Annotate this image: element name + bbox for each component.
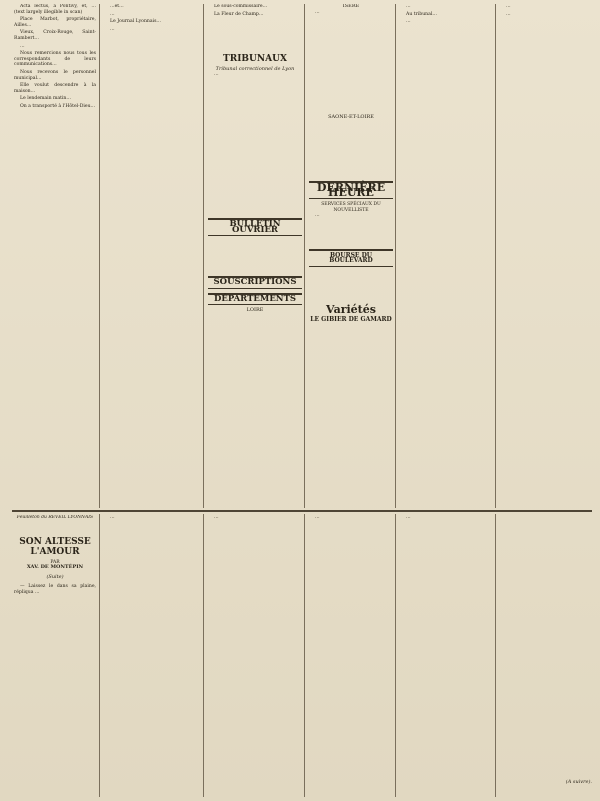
feuilleton-column (309, 515, 393, 795)
feuilleton-column (14, 515, 96, 795)
column-rule (395, 4, 396, 508)
text-block: … (315, 9, 320, 15)
section-heading: DÉPARTEMENTS (208, 293, 302, 306)
text-block: Acta lectus, à Pontivy, et, … (text largely illegible in scan) (14, 4, 96, 15)
text-block: … (20, 43, 25, 49)
text-block: … (110, 11, 115, 17)
section-subheading: Tribunal correctionnel de Lyon (215, 65, 295, 72)
feuilleton-par: PAR (50, 559, 60, 565)
text-block: Le lendemain matin… (20, 96, 71, 102)
column-4 (309, 4, 393, 504)
text-block: … (506, 4, 511, 9)
section-heading: SAONE-ET-LOIRE (328, 114, 374, 121)
text-block: Nous remercions nous tous les correspondants de leurs communications… (14, 51, 96, 68)
text-block: … (315, 515, 320, 520)
text-block: … (110, 26, 115, 32)
section-subheading: LOIRE (246, 307, 264, 314)
column-rule (99, 514, 100, 797)
text-block: Nous recevons le personnel municipal… (14, 69, 96, 81)
text-block: …et… (110, 4, 124, 9)
feuilleton-column (500, 515, 592, 795)
text-block: … (506, 11, 511, 17)
section-subheading: LE GIBIER DE GAMARD (310, 315, 392, 323)
column-rule (203, 4, 204, 508)
column-rule (99, 4, 100, 508)
section-heading: BULLETIN OUVRIER (208, 218, 302, 236)
text-block: Le sous-commissaire… (214, 4, 268, 9)
column-rule (304, 514, 305, 797)
feuilleton-column (208, 515, 302, 795)
feuilleton-column (400, 515, 492, 795)
text-block: … (214, 72, 219, 78)
feuilleton-column (104, 515, 200, 795)
text-block: Au tribunal… (406, 11, 437, 17)
text-block: La Fleur de Champ… (214, 11, 264, 17)
text-block: — Laissez le dans sa plaine, répliqua … (14, 584, 96, 595)
column-rule (203, 514, 204, 797)
text-block: … (110, 515, 115, 520)
section-heading: DERNIÈRE HEURE (309, 181, 393, 199)
to-be-continued: (A suivre). (565, 779, 592, 785)
column-6 (500, 4, 592, 504)
feuilleton-tag: Feuilleton du RÉVEIL LYONNAIS (16, 515, 94, 520)
text-block: … (315, 213, 320, 219)
section-heading: ISÈRE (342, 4, 360, 9)
section-heading: BOURSE DU BOULEVARD (309, 249, 393, 267)
feuilleton-subtitle: (Suite) (46, 573, 64, 580)
text-block: … (406, 515, 411, 520)
column-rule (495, 514, 496, 797)
section-heading: TRIBUNAUX (223, 54, 287, 65)
text-block: … (214, 515, 219, 520)
feuilleton-title: SON ALTESSE L'AMOUR (19, 536, 91, 557)
column-2 (104, 4, 200, 504)
text-block: … (406, 19, 411, 25)
column-1 (14, 4, 96, 504)
column-rule (304, 4, 305, 508)
column-rule (495, 4, 496, 508)
column-rule (395, 514, 396, 797)
text-block: On a transporté à l'Hôtel-Dieu… (20, 103, 96, 109)
text-block: Vieux, Croix-Rouge, Saint-Rambert… (14, 30, 96, 41)
section-subheading: SERVICES SPÉCIAUX DU NOUVELLISTE (321, 201, 381, 213)
text-block: … (406, 4, 411, 9)
feuilleton-author: XAV. DE MONTÉPIN (26, 564, 84, 571)
section-heading: SOUSCRIPTIONS (208, 276, 302, 289)
text-block: Elle voulut descendre à la maison… (14, 83, 96, 94)
column-5 (400, 4, 492, 504)
text-block: Place Marbot, propriétaire, Ailles… (14, 17, 96, 28)
section-heading: Variétés (326, 302, 376, 316)
text-block: Le Journal Lyonnais… (110, 19, 162, 25)
feuilleton-rule (12, 510, 592, 512)
column-3 (208, 4, 302, 504)
